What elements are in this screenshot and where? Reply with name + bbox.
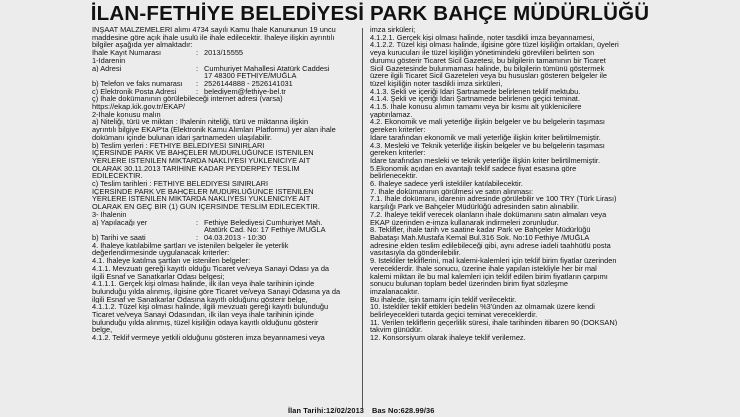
right-text-line: Bu ihalede, işin tamamı için teklif verilecektir. <box>370 295 517 304</box>
right-text-line: vasıtasıyla da gönderilebilir. <box>370 249 461 258</box>
left-text-line: 4.1.1.2. Tüzel kişi olması halinde, ilgili mevzuatı gereği kayıtlı bulunduğu <box>92 303 329 312</box>
right-text-line: gereken kriterler: <box>370 126 426 134</box>
eposta-label: c) Elektronik Posta Adresi <box>92 87 177 96</box>
web-line-1: ç) İhale dokümanının görülebileceği internet adresi (varsa) <box>92 95 283 104</box>
intro-line-1: İNŞAAT MALZEMELERİ alımı 4734 sayılı Kamu İhale Kanununun 19 uncu <box>92 26 336 34</box>
kayit-row: İhale Kayıt Numarası : 2013/15555 <box>92 49 356 57</box>
right-text-line: 4.2. Ekonomik ve mali yeterliğe ilişkin belgeler ve bu belgelerin taşıması <box>370 118 605 127</box>
right-text-line: İdare tarafından ekonomik ve mali yeterliğe ilişkin kriter belirtilmemiştir. <box>370 133 601 142</box>
left-text-line: 4. İhaleye katılabilme şartları ve istenilen belgeler ile yeterlik <box>92 241 289 250</box>
right-text-line: 4.1.5. İhale konusu alımın tamamı veya bir kısmı alt yüklenicilere <box>370 103 582 111</box>
right-text-line: 9. İstekliler tekliflerini, mal kalemi-kalemleri için teklif birim fiyatlar üzerinden <box>370 257 617 265</box>
right-text-line: 4.1.2.2. Tüzel kişi olması halinde, ilgisine göre tüzel kişiliğin ortakları, üyeleri <box>370 41 619 50</box>
tarih-value: 04.03.2013 - 10:30 <box>204 233 267 242</box>
left-text-line: 4.1.2. Teklif vermeye yetkili olduğunu gösteren imza beyannamesi veya <box>92 334 325 342</box>
nitelik-line-2: ayrıntılı bilgiye EKAP'ta (Elektronik Kamu Alımları Platformu) yer alan ihale <box>92 126 336 134</box>
right-text-line: sonucu bulunan toplam bedel üzerinden birim fiyat sözleşme <box>370 280 569 288</box>
right-text-line: 4.3. Mesleki ve Teknik yeterliğe ilişkin belgeler ve bu belgelerin taşıması <box>370 141 605 150</box>
right-text-line: durumu gösterir Ticaret Sicil Gazetesi, bu bilgilerin tamamının bir Ticaret <box>370 56 606 65</box>
teslim-tarih-line-1: c) Teslim tarihleri : FETHİYE BELEDİYESİ SINIRLARI <box>92 180 269 188</box>
right-text-line: veya kurucuları ile tüzel kişiliğin yönetimindeki görevlileri belirten son <box>370 49 595 57</box>
basin-no: Bas No:628.99/36 <box>372 406 435 415</box>
left-column <box>92 26 356 415</box>
yer-row: a) Yapılacağı yer : Fethiye Belediyesi Cumhuriyet Mah. <box>92 219 356 227</box>
teslim-tarih-line-3: YERLERE İSTENİLEN MİKTARDA NAKLİYESİ YÜKLENİCİYE AİT <box>92 195 311 204</box>
right-text-line: yaptırılamaz. <box>370 110 413 119</box>
left-text-line: ilgili Esnaf ve Sanatkarlar Odasına kayıtlı olduğunu gösterir belge, <box>92 295 308 304</box>
web-line-2: https://ekap.kik.gov.tr/EKAP/ <box>92 103 186 111</box>
right-text-line: gereken kriterler: <box>370 149 426 157</box>
tel-label: b) Telefon ve faks numarası <box>92 79 183 88</box>
right-text-line: imzalanacaktır. <box>370 287 420 296</box>
left-rest-lines <box>92 242 356 342</box>
teslim-yeri-line-5: EDİLECEKTİR. <box>92 172 143 181</box>
right-text-line: vereceklerdir. İhale sonucu, üzerine ihale yapılan istekliyle her bir mal <box>370 264 597 273</box>
right-text-line: 7.1. İhale dokümanı, idarenin adresinde görülebilir ve 100 TRY (Türk Lirası) <box>370 195 617 204</box>
adres-value-2: 17 48300 FETHİYE/MUĞLA <box>204 72 297 80</box>
eposta-value: belediyem@fethiye-bel.tr <box>204 87 286 96</box>
right-text-line: Babataşı Mah.Mustafa Kemal Bul.316 Sok. No:10 Fethiye /MUĞLA <box>370 233 590 242</box>
right-text-line: Sicil Gazetesinde bulunmaması halinde, bu bilgilerin tümünü göstermek <box>370 64 605 73</box>
tarih-row: b) Tarihi ve saati : 04.03.2013 - 10:30 <box>92 234 356 242</box>
nitelik-line-1: a) Niteliği, türü ve miktarı : İhalenin niteliği, türü ve miktarına ilişkin <box>92 118 309 127</box>
tel-value: 2526144888 - 2526141031 <box>204 79 293 88</box>
right-text-line: 4.1.2.1. Gerçek kişi olması halinde, noter tasdikli imza beyannamesi, <box>370 33 595 42</box>
right-text-line: 11. Verilen tekliflerin geçerlilik süresi, ihale tarihinden itibaren 90 (DOKSAN) <box>370 318 618 327</box>
intro-line-2: maddesine göre açık ihale usulü ile ihale edilecektir. İhaleye ilişkin ayrıntılı <box>92 33 335 42</box>
footer <box>288 406 434 415</box>
teslim-yeri-line-3: YERLERE İSTENİLEN MİKTARDA NAKLİYESİ YÜKLENİCİYE AİT <box>92 156 311 165</box>
ilan-tarihi: İlan Tarihi:12/02/2013 <box>288 406 365 415</box>
yer-value-2: Atatürk Cad. No: 17 Fethiye /MUĞLA <box>204 226 326 234</box>
notice-title: İLAN-FETHİYE BELEDİYESİ PARK BAHÇE MÜDÜRLÜĞÜ <box>90 2 650 25</box>
yer-label: a) Yapılacağı yer <box>92 218 148 227</box>
right-text-line: belirleyecekleri tutarda geçici teminat vereceklerdir. <box>370 311 538 319</box>
teslim-yeri-line-1: b) Teslim yerleri : FETHİYE BELEDİYESİ SINIRLARI <box>92 141 265 150</box>
right-text-line: 8. Teklifler, ihale tarih ve saatine kadar Park ve Bahçeler Müdürlüğü <box>370 226 591 234</box>
right-column <box>370 26 646 407</box>
right-text-line: 12. Konsorsiyum olarak ihaleye teklif verilemez. <box>370 334 526 342</box>
ihale-header: 3- İhalenin <box>92 210 127 219</box>
left-text-line: 4.1. İhaleye katılma şartları ve istenilen belgeler: <box>92 257 251 265</box>
teslim-tarih-line-2: İÇERSİNDE PARK VE BAHÇELER MÜDÜRLÜĞÜNCE İSTENİLEN <box>92 187 314 196</box>
intro-line-3: bilgiler aşağıda yer almaktadır: <box>92 41 193 50</box>
yer-value-1: Fethiye Belediyesi Cumhuriyet Mah. <box>204 218 323 227</box>
right-text-line: 4.1.3. Şekli ve içeriği İdari Şartnamede belirlenen teklif mektubu. <box>370 87 581 96</box>
right-text-line: belirlenecektir. <box>370 172 418 181</box>
right-text-line: 4.1.4. Şekli ve içeriği İdari Şartnamede belirlenen geçici teminat. <box>370 95 580 104</box>
left-text-line: Ticaret ve/veya Sanayi Odasından, ilk ilan veya ihale tarihinin içinde <box>92 311 314 319</box>
kayit-value: 2013/15555 <box>204 49 244 57</box>
left-text-line: 4.1.1. Mevzuatı gereği kayıtlı olduğu Ticaret ve/veya Sanayi Odası ya da <box>92 264 330 273</box>
kayit-label: İhale Kayıt Numarası <box>92 49 162 57</box>
teslim-yeri-line-2: İÇERSİNDE PARK VE BAHÇELER MÜDÜRLÜĞÜNCE İSTENİLEN <box>92 149 314 157</box>
right-text-line: karşılığı Park ve Bahçeler Müdürlüğü adresinden satın alınabilir. <box>370 203 580 211</box>
right-text-line: kalemi miktarı ile bu mal kalemleri için teklif edilen birim fiyatların çarpımı <box>370 272 608 281</box>
nitelik-line-3: dokümanı içinde bulunan idari şartnameden ulaşılabilir. <box>92 133 272 142</box>
right-text-line: üzere ilgili Ticaret Sicil Gazeteleri veya bu hususları gösteren belgeler ile <box>370 72 608 80</box>
tarih-label: b) Tarihi ve saati <box>92 233 146 242</box>
right-text-line: 7.2. İhaleye teklif verecek olanların ihale dokümanını satın almaları veya <box>370 210 607 219</box>
right-text-line: adresine elden teslim edilebileceği gibi, aynı adrese iadeli taahhütlü posta <box>370 241 611 250</box>
right-text-line: 10. İstekliler teklif ettikleri bedelin %3'ünden az olmamak üzere kendi <box>370 303 595 312</box>
right-text-line: 7. İhale dokümanının görülmesi ve satın alınması: <box>370 187 534 196</box>
right-text-line: EKAP üzerinden e-imza kullanarak indirmeleri zorunludur. <box>370 218 559 227</box>
idare-header: 1-İdarenin <box>92 56 126 65</box>
right-text-line: 5.Ekonomik açıdan en avantajlı teklif sadece fiyat esasına göre <box>370 164 577 173</box>
column-divider <box>362 28 363 409</box>
left-text-line: ilgili Esnaf ve Sanatkarlar Odası belgesi; <box>92 272 225 281</box>
left-text-line: değerlendirmesinde uygulanacak kriterler: <box>92 249 230 258</box>
adres-label: a) Adresi <box>92 64 122 73</box>
right-text-line: 6. İhaleye sadece yerli istekliler katılabilecektir. <box>370 180 523 188</box>
right-text-line: takvim günüdür. <box>370 326 423 335</box>
teslim-yeri-line-4: OLARAK 30.11.2013 TARİHİNE KADAR PEYDERPEY TESLİM <box>92 164 300 173</box>
left-text-line: 4.1.1.1. Gerçek kişi olması halinde, ilk ilan veya ihale tarihinin içinde <box>92 280 315 288</box>
left-text-line: bulunduğu yılda alınmış, ilgisine göre Ticaret ve/veya Sanayi Odasına ya da <box>92 287 341 296</box>
adres-value-1: Cumhuriyet Mahallesi Atatürk Caddesi <box>204 64 330 73</box>
tel-row: b) Telefon ve faks numarası : 2526144888 - 2526141031 <box>92 80 356 88</box>
adres-row: a) Adresi : Cumhuriyet Mahallesi Atatürk Caddesi <box>92 65 356 73</box>
konu-header: 2-İhale konusu malın <box>92 110 161 119</box>
left-text-line: belge, <box>92 326 113 335</box>
left-text-line: bulunduğu yılda alınmış, tüzel kişiliğin odaya kayıtlı olduğunu gösterir <box>92 318 319 327</box>
right-text-line: İdare tarafından mesleki ve teknik yeterliğe ilişkin kriter belirtilmemiştir. <box>370 156 601 165</box>
eposta-row: c) Elektronik Posta Adresi : belediyem@fethiye-bel.tr <box>92 88 356 96</box>
right-text-line: tüzel kişiliğin noter tasdikli imza sirküleri, <box>370 79 503 88</box>
teslim-tarih-line-4: OLARAK EN GEÇ BİR (1) GÜN İÇERSİNDE TESLİM EDİLECEKTİR. <box>92 203 320 211</box>
right-text-line: imza sirküleri; <box>370 26 416 34</box>
